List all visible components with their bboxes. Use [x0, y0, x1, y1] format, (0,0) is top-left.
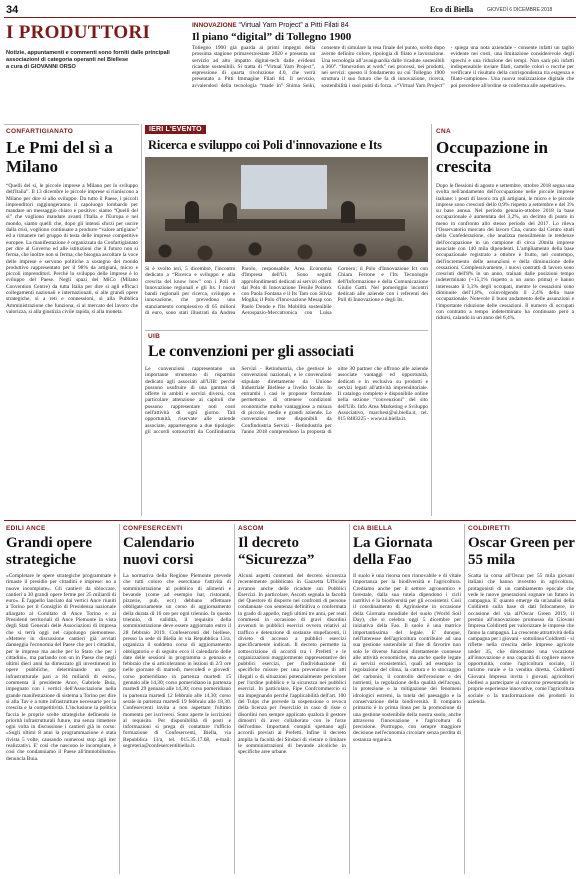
- bottom-divider-4: [464, 524, 465, 874]
- ieri-body: Si è svolto ieri, 5 dicembre, l'incontro dedicato a “Ricerca e sviluppo e alla crescita del know how” con i Poli di Innovazione regionali e gli Its. I nuovi bandi regionali per ricerca, sviluppo e innovazione, che prevedono uno stanziamento complessivo di 65 milioni di euro, sono stati illustrati da Andrea Parolo, responsabile Area Economia d'Impresa dell'Ui. Sono seguiti approfondimenti dedicati ai servizi offerti dal Polo di Innovazione Tessile Pointex con Paola Fontana e il Its Tam con Silvia Moglia; il Polo d'Innovazione Mesap con Paolo Dondo e l'Its Mobilità sostenibile Aerospazio-Meccatronica con Luisa Cornero; il Polo d'Innovazione Ict con Chiara Ferrone e l'Its Tecnologie dell'Informazione e della Comunicazione Giulio Gatti. Nel pomeriggio incontri dedicati alle aziende con i referenti dei Poli di Innovazione e degli Its.: [145, 266, 428, 317]
- header-rule: [4, 17, 576, 18]
- uib-top-rule: [145, 330, 428, 331]
- photo-audience: [145, 237, 428, 262]
- uib-kicker: UIB: [148, 333, 161, 340]
- uib-body: Le convenzioni rappresentano un importante strumento di risparmio dedicato agli associati all'UIB: perché possono usufruire di una gamma di offerte in ambiti e servizi diversi, con particolare attenzione ai capitoli che possono rappresentare noti costi nell'attività di ogni giorno. Tali opportunità, riservate alle aziende associate, appartengono a due tipologie: gli accordi sottoscritti da Confindustria Servizi - Retindustria, che gestisce le convenzioni nazionali, e le convenzioni stipulate direttamente da Unione Industriale Biellese a livello locale. In entrambi i casi le proposte formulate permettono di ottenere condizioni economiche molto vantaggiose a misura di piccole, medie e grandi aziende. Le convenzioni rese disponibili da Confindustria Servizi - Retindustria per l'anno 2018 comprendono la proposta di oltre 30 partner che offrono alle aziende associate vantaggi ed opportunità, dedicati e in esclusiva su prodotti e servizi legati all'attività imprenditoriale. Il catalogo completo è disponibile online nella sezione “convenzioni” del sito dell'Uib. Info Area Marketing e Sviluppo Associativo, marchesi@ui.biella.it, tel. 015 8483225 - www.ui.biella.it.: [145, 366, 428, 435]
- photo-speaker-3: [341, 201, 355, 223]
- photo-screen: [241, 165, 327, 209]
- confesercenti-headline: Calendario nuovi corsi: [123, 535, 195, 568]
- issue-date: GIOVEDÌ 6 DICEMBRE 2018: [487, 7, 553, 13]
- innovazione-kicker-detail: “Virtual Yarn Project” a Pitti Filati 84: [238, 22, 349, 29]
- cna-headline: Occupazione in crescita: [436, 138, 548, 176]
- bottom-band-rule: [4, 520, 576, 521]
- coldiretti-kicker: COLDIRETTI: [468, 525, 510, 532]
- bottom-divider-3: [349, 524, 350, 874]
- ascom-kicker: ASCOM: [238, 525, 264, 532]
- photo-speaker-2: [223, 203, 237, 223]
- section-subtitle-text: Notizie, appuntamenti e commenti sono forniti dalle principali associazioni di categoria operanti nel Biellese: [6, 50, 170, 63]
- innovazione-body: Tollegno 1900 già guarda ai primi impegni della prossima stagione primavera/estate 2020 e presenta un servizio ad alto impatto digital-tech dalle evidenti ricadute sostenibili. Si tratta di “Virtual Yarn Project”, espressione di quarta rivoluzione 4.0, che verrà presentato a Pitti Immagine Filati 84. Il servizio, avvalendosi della tecnologia “made in” Shima Seiki, consente di simulare la resa finale del punto, scelto dopo averne definito colore, tipologia di filato e lavorazione. Una tecnologia all’avanguardia dalle ricadute sostenibili a 360°. “Innovation at work” nei processi, nei prodotti, nei servizi: questo il fondamento su cui Tollegno 1900 struttura il suo futuro che fa di innovazione, ricerca, sostenibilità i suoi punti di forza. «“Virtual Yarn Project” - spiega una nota aziendale - consente infatti un taglio evidente nei costi, una limitazione considerevole degli sprechi e una riduzione dei tempi. Non sarà più infatti indispensabile inviare filati, cartelle colori o rocche per verificare il risultato della corrispondenza tra esigenza e filato-campione». Una nuova realizzazione digitale che poi precedere all'ordine se conferma alle aspettative».: [192, 45, 574, 89]
- photo-speaker-1: [185, 201, 199, 223]
- bottom-divider-1: [119, 524, 120, 874]
- confartigianato-body: “Quelli del sì, le piccole imprese a Milano per lo sviluppo dell'Italia”. Il 13 dicembre le piccole imprese si riuniscono a Milano per dire sì allo sviluppo. Da tutto il Paese, i piccoli imprenditori raggiungeranno il capoluogo lombardo per mandare un messaggio chiaro e positivo: siamo “Quelli del sì” che vogliono mandare avanti l'Italia e l'Europa e nel mondo, siamo quelli che, dopo gli intensi sforzi per uscire dalla crisi, vogliono continuare a produrre “valore artigiano” ed a rimanere nel gruppo di testa delle imprese competitive europee. La manifestazione è organizzata da Confartigianato per dire al Governo ed alle istituzioni che il futuro non si ferma, che inoltre non si ferma, che bisogna ascoltare la voce delle imprese e servono politiche a sostegno del mondo produttivo rappresentato per il 98% da artigiani, micro e piccoli imprenditori. Perché lo sviluppo delle imprese è lo sviluppo del Paese. Negli spazi del MiCo (Milano Convention Centre) da tutta Italia per dire sì agli efficaci collegamenti nazionali e internazionali, sì alle grandi opere strategiche, sì a reti e connessioni, sì alla Pubblica Amministrazione che funziona, sì al mercato del lavoro che valorizza, sì alla giustizia civile rapida, sì alla moneta.: [6, 183, 138, 315]
- cna-kicker: CNA: [436, 128, 451, 135]
- bottom-divider-2: [234, 524, 235, 874]
- uib-headline: Le convenzioni per gli associati: [148, 343, 354, 360]
- confesercenti-body: La normativa della Regione Piemonte prevede che tutti coloro che esercitano l'attività di somministrazione al pubblico di alimenti e bevande (come ad esempio bar, ristoranti, pizzerie, pub, ecc) debbano effettuare obbligatoriamente un corso di aggiornamento della durata di 16 ore per ogni triennio. In questo triennio, di validità, il requisito della somministrazione deve essere aggiornato entro il 28 febbraio 2019. Confesercenti del biellese, presso la sede di Biella in via Repubblica 13/a, organizza il suddetto corso di aggiornamento obbligatorio e di seguito ecco il calendario delle date delle sessioni in programma a gennaio e febbraio che si articoleranno in lezioni di 2/3 ore nelle giornate di martedì, mercoledì e giovedì: corso pomeridiano in partenza martedì 15 gennaio alle 14,30; corso pomeridiano in partenza martedì 29 gennaio alle 14,30; corso pomeridiano in partenza martedì 12 febbraio alle 14,30; corso serale in partenza martedì 19 febbraio alle 18,30. Confesercenti invita a non aspettare l'ultimo momento per iscriversi. Sono aperte le iscrizioni al requisito. Per disponibilità di posti e informazioni si prega di contattare l'ufficio formazione di Confesercenti, Biella, via Repubblica 13/a, tel. 015.35.17.68, e-mail: segreteria@confesercentibiella.it.: [123, 573, 231, 750]
- ieri-tag: IERI L'EVENTO: [145, 125, 206, 134]
- section-title: I PRODUTTORI: [6, 22, 151, 43]
- cia-kicker: CIA BIELLA: [353, 525, 393, 532]
- photo-panel-table: [165, 219, 405, 231]
- confartigianato-top-rule: [4, 124, 139, 125]
- cia-headline: La Giornata della Fao: [353, 535, 433, 568]
- ascom-headline: Il decreto “Sicurezza”: [238, 535, 315, 568]
- innovazione-headline: Il piano “digital” di Tollegno 1900: [192, 31, 352, 43]
- left-column-divider: [141, 124, 142, 516]
- center-right-divider: [431, 124, 432, 516]
- innovazione-kicker-label: INNOVAZIONE: [192, 22, 237, 29]
- event-photo: [145, 157, 428, 262]
- confesercenti-kicker: CONFESERCENTI: [123, 525, 183, 532]
- confartigianato-headline: Le Pmi del sì a Milano: [6, 138, 113, 176]
- cna-body: Dopo le flessioni di agosto e settembre, ottobre 2018 segna una svolta nell'andamento dell'occupazione nelle piccole imprese italiane: i posti di lavoro tra gli artigiani, le micro e le piccole imprese sono cresciuti dello 0,9% rispetto a settembre e del 3% su base annua. Nel periodo gennaio-ottobre 2018 la base occupazionale è aumentata del 3,2%, un decimo di punto in meno in confronto allo stesso periodo del 2017. Lo rileva l'Osservatorio mercato del lavoro Cna, curato dal Centro studi della Confederazione, che analizza mensilmente le tendenze dell'occupazione in un campione di circa 20mila imprese associate con 140 mila dipendenti. L'ampliamento della base occupazionale registrato a ottobre è frutto, nel contempo, dell'incremento delle assunzioni e della diminuzione delle cessazioni. Complessivamente, i nuovi contratti di lavoro sono cresciuti dell'8% in un anno, trainati dalle posizioni tempo indeterminato (+15,1% rispetto a un anno prima) e hanno interessato il 3,3% degli occupati, mentre le cessazioni sono diminuite dell'1,8%, coinvolgendo il 2,4% della base occupazionale. Notevole il buon andamento delle assunzioni e l'importante riduzione delle cessazioni. Il numero di occupati con contratto a tempo indeterminato ha continuato però a ridursi, calando in un anno del 6,4%.: [436, 183, 574, 322]
- coldiretti-body: Scatta la corsa all'Oscar per 55 mila giovani italiani che hanno investito in agricoltura, protagonisti di un cambiamento epocale che vede le nuove generazioni sognare un futuro in campagna. E' quanto emerge da un'analisi della Coldiretti sulla base di dati Infocamere, in occasione del via all'Oscar Green 2019, il premio all'innovazione promosso da Giovani Impresa Coldiretti per valorizzare le imprese che fanno la campagna. La crescente attrattività della campagna per i giovani - sottolinea Coldiretti - si riflette nella crescita delle imprese agricole under 35, che dimostrano una vocazione all'innovazione e una capacità di cogliere nuove opportunità, come l'agricoltura sociale, il turismo rurale e la vendita diretta. Coldiretti Giovani Impresa invita i giovani agricoltori biellesi a partecipare al concorso presentando le proprie esperienze innovative, come l'agricoltura sociale o la trasformazione dei prodotti in azienda.: [468, 573, 574, 705]
- edili-body: «Completare le opere strategiche programmate è rimaste il presidio per cittadini e imprese: no a nuove incompiute». Gli cantieri da sbloccare, cantieri a 30 grandi opere ferme per 25 miliardi di euro». È l'appello lanciato dai vertici Ance riuniti a Torino per il Consiglio di Presidenza nazionale allargato al Comitato di Ance Torino e ai Presidenti territoriali di Ance Piemonte in vista degli Stati Generali delle Associazioni di impresa che si terrà oggi nel capoluogo piemontese. «Mettere in discussione cantieri già avviati danneggia l'economia del Paese che per i cittadini, per le imprese ma anche per lo Stato che per i cittadini», ma parlando con un in Paese che negli ultimi dieci anni ha dimezzato gli investimenti in opere pubbliche, determinando un gap infrastrutturale pari a 84 miliardi di euro», commenta il presidente Ance, Gabriele Buia, impegnato con i vertici dell'Associazione nella grande manifestazione di sistema a Torino per dire sì alla Tav e a tutte infrastrutture necessarie per la crescita e la competitività. L'inclusione la politica faccia le proprie scelte strategiche definendo le priorità infrastrutturali future, ma senza rimettere ogni volta in discussione i cantieri già in corso: «Sugli ultimi 8 anni la programmazione è stata rivista 5 volte, causando numerosi stop agli iter realizzativi. E' così che nascono le incompiute, è così che condanniamo il Paese all'immobilismo» denuncia Buia.: [6, 573, 116, 762]
- newspaper-name: Eco di Biella: [430, 5, 474, 14]
- ieri-headline: Ricerca e sviluppo coi Poli d'innovazione e Its: [148, 138, 382, 152]
- coldiretti-headline: Oscar Green per 55 mila: [468, 535, 575, 568]
- cia-body: Il suolo è una risorsa non rinnovabile e di vitale importanza per la biodiversità e l'agricoltura. Crediamo anche per il settore agronomico e forestale, dalla sua tutela dipendono i cicli nutritivi e la biodiversità per gli ecosistemi. Così il coordinamento di Agrinsieme in occasione della Giornata mondiale del suolo (World Soil Day), che si celebra oggi 5 dicembre per iniziativa della Fao. Il suolo è una matrice importantissima del legale. E' dunque, nell'interesse dell'agricoltura contribuire ad una sua gestione sostenibile al fine di favorire non solo le diverse funzioni direttamente connesse alle attività economiche, ma anche quelle legate ai servizi ecosistemici, quali ad esempio la regolazione del clima, la cattura e lo stoccaggio del carbonio, il controllo dell'erosione e dei nutrienti, la regolazione della qualità dell'acqua, la protezione e la mitigazione dei fenomeni idrologici estremi, la tutela del paesaggio e la conservazione della biodiversità. Il comparto primario è in prima linea per la promozione di una gestione sostenibile della nostra suolo, anche attraverso l'innovazione e l'agricoltura di precisione. Purtroppo, con sempre maggiore decisione nell'economia circolare senza perdita di sostanza organica.: [353, 573, 461, 743]
- edili-kicker: EDILI ANCE: [6, 525, 46, 532]
- confartigianato-kicker: CONFARTIGIANATO: [6, 128, 74, 135]
- edili-headline: Grandi opere strategiche: [6, 535, 92, 568]
- page-number: 34: [6, 4, 19, 16]
- innovazione-kicker: [192, 22, 349, 29]
- section-credit: a cura di GIOVANNI ORSO: [6, 64, 76, 70]
- section-subtitle: [6, 50, 182, 71]
- ascom-body: Alcuni aspetti contenuti del decreto sicurezza recentemente pubblicato in Gazzetta Ufficiale avranno anche delle ricadute sui Pubblici Esercizi. In particolare, Ascom segnala la facoltà del Questore di disporre nei confronti di persone condannate con sentenza definitiva o confermata in grado di appello, negli ultimi tre anni, per reati commessi in occasione di gravi disordini avvenuti in pubblici esercizi ovvero relativi al traffico e detenzione di sostanze stupefacenti, il divieto di accesso a pubblici esercizi specificamente indicati. Il decreto permette la sottoscrizione di accordi tra i Prefetti e le organizzazioni maggiormente rappresentative dei pubblici esercizi, per l'individuazione di specifiche misure per una prevenzione di atti illegali o di situazioni potenzialmente pericolose per l'ordine pubblico e la sicurezza nei pubblici esercizi. In particolare, Fipe Confcommercio si sta impegnando perché l'applicabilità dell'art. 100 del Tulps che prevede la sospensione o revoca della licenza per l'esercizio in caso di risse o disordini non sempre applicato qualora il gestore dimostri di aver collaborato con le forze dell'ordine. Importanti compiti spettano agli accordi previsti ai Prefetti. Infine il decreto amplia la facoltà dei Sindaci di vietare o limitare le somministrazioni di bevande alcoliche in specifiche aree urbane.: [238, 573, 346, 756]
